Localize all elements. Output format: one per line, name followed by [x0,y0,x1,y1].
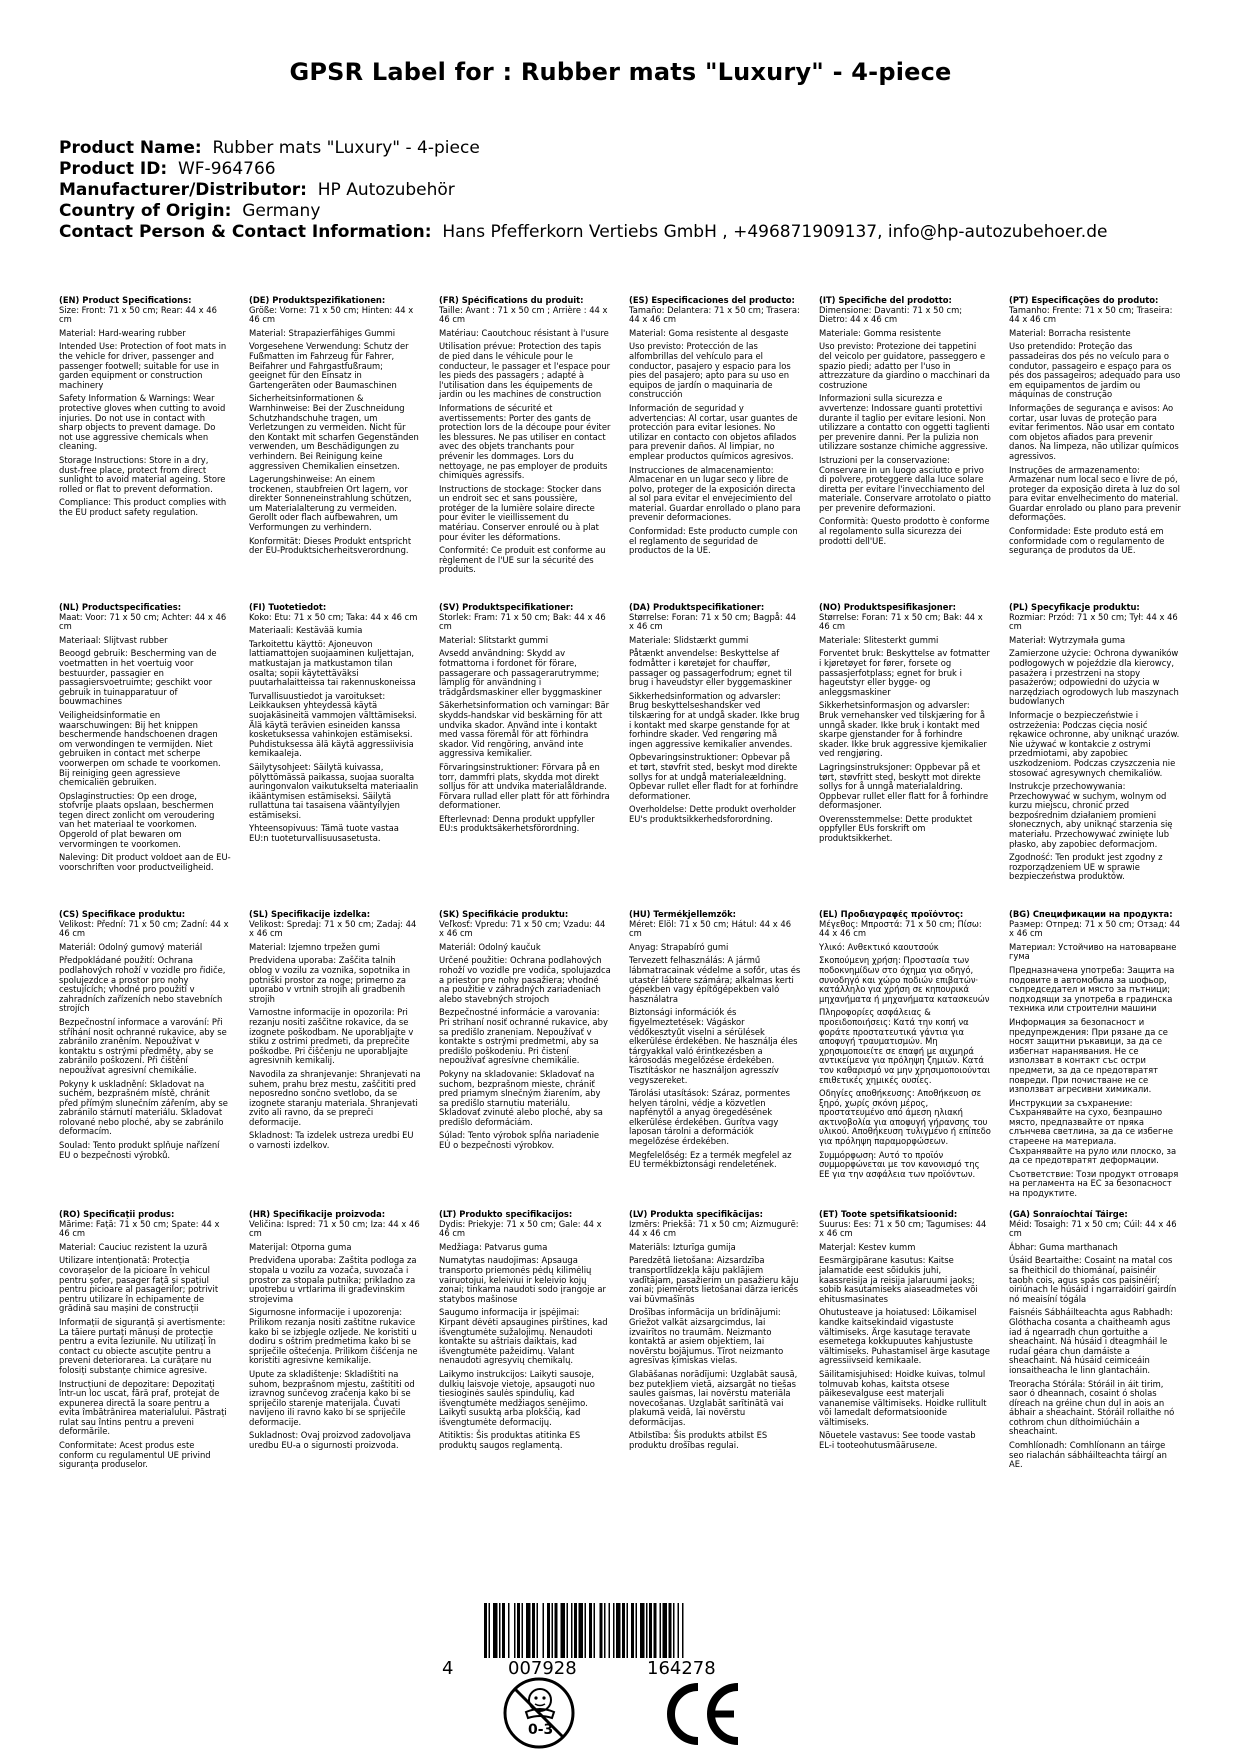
section-paragraph: Beoogd gebruik: Bescherming van de voetmatten in het voertuig voor bestuurder, passagier en passagiersvoetruimte; geschikt voor gebruik in tuinapparatuur of bouwmachines [59,648,217,707]
section-paragraph: Conformidade: Este produto está em conformidade com o regulamento de segurança de produtos da UE. [1009,526,1165,556]
barcode-bar [682,1603,684,1658]
section-paragraph: Conformitate: Acest produs este conform cu regulamentul UE privind siguranța produselor. [59,1440,211,1470]
section-heading: (FI) Tuotetiedot: [249,603,327,612]
barcode-bar [660,1603,662,1658]
barcode-bar [571,1603,573,1658]
section-heading: (PL) Specyfikacje produktu: [1009,603,1140,612]
section-row [59,296,1189,579]
section-paragraph: Dydis: Priekyje: 71 x 50 cm; Gale: 44 x 46 cm [439,1218,602,1239]
section-paragraph: Opbevaringsinstruktioner: Opbevar på et tørt, støvfrit sted, beskyt mod direkte sollys for at undgå materialeældning. Opbevar rullet eller fladt for at forhindre deformationer. [629,752,799,801]
barcode-bar [522,1603,524,1658]
section-paragraph: Pokyny na skladovanie: Skladovať na suchom, bezprašnom mieste, chrániť pred priamym slnečným žiarením, aby sa predišlo starnutiu materiálu. Skladovať zvinuté alebo ploché, aby sa predišlo deformáciám. [439,1068,603,1127]
section-paragraph: Laikymo instrukcijos: Laikyti sausoje, dulkių laisvoje vietoje, apsaugoti nuo tiesioginės saulės spindulių, kad išvengtumėte medžiagos senėjimo. Laikyti susuktą arba plokščią, kad išvengtumėte deformacijų. [439,1368,595,1427]
language-section [439,603,611,886]
section-heading: (SV) Produktspecifikationer: [439,603,574,612]
barcode-bar [537,1603,539,1658]
section-paragraph: Drošības informācija un brīdinājumi: Griežot valkāt aizsargcimdus, lai izvairītos no traumām. Neizmanto kontaktā ar asiem objektiem, lai novērstu bojājumus. Tīrot neizmanto agresīvas ķīmiskas vielas. [629,1307,784,1366]
section-paragraph: Lagerungshinweise: An einem trockenen, staubfreien Ort lagern, vor direkter Sonneneinstrahlung schützen, um Materialalterung zu vermeiden. Gerollt oder flach aufbewahren, um Verformungen zu verhindern. [249,474,412,533]
barcode-bar [663,1603,668,1658]
barcode-bar [636,1603,638,1658]
barcode-bar [526,1603,531,1658]
language-section [439,1210,611,1474]
section-paragraph: Sikkerhetsinformasjon og advarsler: Bruk vernehansker ved tilskjæring for å unngå skader. Ikke bruk i kontakt med skarpe gjenstander for å forhindre skader. Ikke bruk aggressive kjemikalier ved rengjøring. [819,700,987,759]
manufacturer-value: HP Autozubehör [317,180,455,200]
section-paragraph: Anyag: Strapabíró gumi [629,941,729,952]
section-heading: (NL) Productspecificaties: [59,603,182,612]
language-section [629,910,801,1203]
barcode-digits-left: 007928 [508,1658,577,1679]
section-paragraph: Información de seguridad y advertencias: Al cortar, usar guantes de protección para evitar lesiones. No utilizar en contacto con objetos afilados para prevenir daños. Al limpiar, no emplear productos químicos agresivos. [629,402,798,461]
section-paragraph: Materiale: Slidstærkt gummi [629,634,749,645]
barcode-bar [555,1603,558,1658]
section-paragraph: Größe: Vorne: 71 x 50 cm; Hinten: 44 x 46 cm [249,304,414,325]
section-paragraph: Informacje o bezpieczeństwie i ostrzeżenia: Podczas cięcia nosić rękawice ochronne, aby uniknąć urazów. Nie używać w kontakcie z ostrymi przedmiotami, aby zapobiec uszkodzeniom. Podczas czyszczenia nie stosować agresywnych chemikaliów. [1009,709,1180,778]
section-paragraph: Treoracha Stórála: Stóráil in áit tirim, saor ó dheannach, cosaint ó sholas díreach na gréine chun dul in aois an ábhair a sheachaint. Stóráil rollaithe nó cothrom chun díthoimiúcháin a sheachaint. [1009,1378,1175,1437]
section-paragraph: Tamaño: Delantera: 71 x 50 cm; Trasera: 44 x 46 cm [629,304,800,325]
section-paragraph: Sicherheitsinformationen & Warnhinweise: Bei der Zuschneidung Schutzhandschuhe tragen, um Verletzungen zu vermeiden. Nicht für den Kontakt mit scharfen Gegenständen verwenden, um Beschädigungen zu verhindern. Bei Reinigung keine aggressiven Chemikalien einsetzen. [249,393,419,471]
section-heading: (LV) Produkta specifikācijas: [629,1210,763,1219]
manufacturer-label: Manufacturer/Distributor: [59,180,307,200]
section-paragraph: Informazioni sulla sicurezza e avvertenze: Indossare guanti protettivi durante il taglio per evitare lesioni. Non utilizzare a contatto con oggetti taglienti per prevenire danni. Per la pulizia non utilizzare sostanze chimiche aggressive. [819,393,990,452]
barcode-digits-right: 164278 [647,1658,716,1679]
section-heading: (HR) Specifikacije proizvoda: [249,1210,386,1219]
barcode-bar [600,1603,603,1658]
section-heading: (HU) Termékjellemzők: [629,910,737,919]
section-paragraph: Utilizare intenționată: Protecția covorașelor de la picioare în vehicul pentru șofer, pasager față și spațiul pentru picioare al pasagerilor; potrivit pentru utilizare în echipamente de grădină sau mașini de construcții [59,1255,219,1314]
product-name-label: Product Name: [59,138,202,158]
section-paragraph: Eesmärgipärane kasutus: Kaitse jalamatide eest sõidukis juhi, kaassreisija ja reisija jalaruumi jaoks; sobib kasutamiseks aiaseadmetes või ehitusmasinates [819,1255,978,1304]
section-paragraph: Materijal: Otporna guma [249,1241,352,1252]
section-paragraph: Instrukcje przechowywania: Przechowywać w suchym, wolnym od kurzu miejscu, chronić przed bezpośrednim działaniem promieni słonecznych, aby uniknąć starzenia się materiału. Przechowywać zwinięte lub płasko, aby zapobiec deformacjom. [1009,781,1173,849]
section-paragraph: Съответствие: Този продукт отговаря на регламента на ЕС за безопасност на продуктите. [1009,1168,1179,1199]
language-section [629,1210,801,1474]
section-paragraph: Ábhar: Guma marthanach [1009,1241,1118,1252]
language-section [1009,603,1181,886]
section-paragraph: Sukladnost: Ovaj proizvod zadovoljava uredbu EU-a o sigurnosti proizvoda. [249,1430,411,1451]
section-paragraph: Biztonsági információk és figyelmeztetések: Vágáskor védőkesztyűt viselni a sérülések elkerülése érdekében. Ne használja éles tárgyakkal való érintkezésben a károsodás megelőzése érdekében. Tisztításkor ne használjon agresszív vegyszereket. [629,1007,798,1085]
section-paragraph: Faisnéis Sábháilteachta agus Rabhadh: Glóthacha cosanta a chaitheamh agus iad á ngearradh chun gortuithe a sheachaint. Ná húsáid i dteagmháil le rudaí géara chun damáiste a sheachaint. Ná húsáid ceimiceáin ionsaitheacha le linn glantacháin. [1009,1307,1173,1375]
section-paragraph: Storage Instructions: Store in a dry, dust-free place, protect from direct sunlight to avoid material ageing. Store rolled or flat to prevent deformation. [59,454,226,494]
barcode-bar [508,1603,510,1658]
section-paragraph: Koko: Etu: 71 x 50 cm; Taka: 44 x 46 cm [249,611,418,622]
section-heading: (ET) Toote spetsifikatsioonid: [819,1210,958,1219]
section-row [59,910,1189,1203]
section-heading: (GA) Sonraíochtaí Táirge: [1009,1210,1128,1219]
section-heading: (NO) Produktspesifikasjoner: [819,603,956,612]
section-paragraph: Säilytysohjeet: Säilytä kuivassa, pölyttömässä paikassa, suojaa suoralta auringonvalon vaikutukselta materiaalin ikääntymisen estämiseksi. Säilytä rullattuna tai tasaisena vääntyilyjen estämiseksi. [249,761,419,820]
product-name-row [59,138,1199,159]
product-id-row [59,159,1199,180]
barcode-bar [532,1603,535,1658]
section-heading: (FR) Spécifications du produit: [439,296,584,305]
section-paragraph: Pokyny k uskladnění: Skladovat na suchém, bezprašném místě, chránit před přímým slunečním zářením, aby se zabránilo stárnutí materiálu. Skladovat rolované nebo ploché, aby se zabránilo deformacím. [59,1078,228,1137]
section-paragraph: Материал: Устойчиво на натоварване гума [1009,941,1177,962]
section-paragraph: Størrelse: Foran: 71 x 50 cm; Bagpå: 44 x 46 cm [629,611,797,632]
barcode-bar [579,1603,584,1658]
barcode-bar [594,1603,596,1658]
section-paragraph: Předpokládané použití: Ochrana podlahových rohoží v vozidle pro řidiče, spolujezdce a prostor pro nohy cestujících; vhodné pro použití v zahradních zařízeních nebo stavebních strojích [59,955,226,1014]
section-paragraph: Istruzioni per la conservazione: Conservare in un luogo asciutto e privo di polvere, proteggere dalla luce solare diretta per evitare l'invecchiamento del materiale. Conservare arrotolato o piatto per prevenire deformazioni. [819,454,991,513]
section-paragraph: Tarkoitettu käyttö: Ajoneuvon lattiamattojen suojaaminen kuljettajan, matkustajan ja matkustamon tilan osalta; sopii käytettäväksi puutarhalaitteissa tai rakennuskoneissa [249,638,416,688]
section-heading: (IT) Specifiche del prodotto: [819,296,952,305]
barcode-bar [484,1603,487,1658]
section-paragraph: Opslaginstructies: Op een droge, stofvrije plaats opslaan, beschermen tegen direct zonlicht om veroudering van het materiaal te voorkomen. Opgerold of plat bewaren om vervormingen te voorkomen. [59,790,215,849]
manufacturer-row [59,180,1199,201]
section-paragraph: Material: Hard-wearing rubber [59,327,186,338]
barcode-bar [669,1603,672,1658]
language-section [1009,296,1181,579]
section-heading: (PT) Especificações do produto: [1009,296,1159,305]
barcode-bar [646,1603,648,1658]
language-section [249,910,421,1203]
country-value: Germany [242,201,321,221]
section-paragraph: Glabāšanas norādījumi: Uzglabāt sausā, bez putekļiem vietā, aizsargāt no tiešas saules gaismas, lai novērstu materiāla novecošanas. Uzglabāt sarītinātā vai plakumā veidā, lai novērstu deformācijas. [629,1368,798,1427]
section-heading: (DE) Produktspezifikationen: [249,296,386,305]
section-paragraph: Predvidena uporaba: Zaščita talnih oblog v vozilu za voznika, sopotnika in potniški prostor za noge; primerno za uporabo v vrtnih strojih ali gradbenih strojih [249,955,411,1004]
language-section [249,603,421,886]
barcode-bar [574,1603,577,1658]
section-paragraph: Avsedd användning: Skydd av fotmattorna i fordonet för förare, passagerare och passagerarutrymme; lämplig för användning i trädgårdsmaskiner eller byggmaskiner [439,648,602,697]
section-paragraph: Úsáid Beartaithe: Cosaint na matal cos sa fheithicil do thiománaí, paisinéir taobh cois, agus spás cos paisinéirí; oiriúnach le húsáid i ngarraidóirí gairdín nó meaisíní tógála [1009,1255,1177,1304]
section-paragraph: Predviđena uporaba: Zaštita podloga za stopala u vozilu za vozača, suvozača i prostor za stopala putnika; prikladno za upotrebu u vrtlarima ili građevinskim strojevima [249,1255,417,1304]
section-paragraph: Materiaal: Slijtvast rubber [59,634,168,645]
section-paragraph: Υλικό: Ανθεκτικό καουτσούκ [819,941,939,952]
barcode-bar [627,1603,629,1658]
section-heading: (EL) Προδιαγραφές προϊόντος: [819,910,964,919]
section-paragraph: Mărime: Față: 71 x 50 cm; Spate: 44 x 46 cm [59,1218,220,1239]
section-paragraph: Matériau: Caoutchouc résistant à l'usure [439,327,609,338]
section-paragraph: Sigurnosne informacije i upozorenja: Prilikom rezanja nositi zaštitne rukavice kako bi se izbjegle ozljede. Ne koristiti u dodiru s oštrim predmetima kako bi se spriječile oštećenja. Prilikom čišćenja ne koristiti agresivne kemikalije. [249,1307,418,1366]
language-section [439,296,611,579]
barcode-bar [502,1603,505,1658]
section-paragraph: Conformité: Ce produit est conforme au règlement de l'UE sur la sécurité des produits. [439,545,606,575]
section-paragraph: Soulad: Tento produkt splňuje nařízení EU o bezpečnosti výrobků. [59,1140,220,1160]
language-section [629,296,801,579]
section-paragraph: Yhteensopivuus: Tämä tuote vastaa EU:n tuoteturvallisuusasetusta. [249,823,399,844]
section-paragraph: Rozmiar: Przód: 71 x 50 cm; Tył: 44 x 46 cm [1009,611,1178,632]
section-paragraph: Størrelse: Foran: 71 x 50 cm; Bak: 44 x 46 cm [819,611,983,632]
section-heading: (CS) Specifikace produktu: [59,910,186,919]
age-0-3-warning-icon [502,1676,576,1750]
barcode-bar [499,1603,501,1658]
section-paragraph: Instruções de armazenamento: Armazenar num local seco e livre de pó, proteger da exposição direta à luz do sol para evitar envelhecimento do material. Guardar enrolado ou plano para prevenir deformações. [1009,464,1181,523]
section-paragraph: Uso previsto: Protección de las alfombrillas del vehículo para el conductor, pasajero y espacio para los pies del pasajero; apto para su uso en equipos de jardín o maquinaria de construcción [629,341,791,400]
section-paragraph: Storlek: Fram: 71 x 50 cm; Bak: 44 x 46 cm [439,611,606,632]
section-heading: (SK) Špecifikácie produktu: [439,910,569,919]
section-paragraph: Méid: Tosaigh: 71 x 50 cm; Cúil: 44 x 46 cm [1009,1218,1177,1239]
barcode-digit-first: 4 [442,1658,454,1679]
section-paragraph: Förvaringsinstruktioner: Förvara på en torr, dammfri plats, skydda mot direkt solljus för att undvika materialåldrande. Förvara rullad eller platt för att förhindra deformationer. [439,761,610,811]
section-paragraph: Instrucțiuni de depozitare: Depozitați într-un loc uscat, fără praf, protejat de expunerea directă la soare pentru a evita îmbătrânirea materialului. Păstrați rulat sau întins pentru a preveni deformările. [59,1378,227,1437]
language-section [59,296,231,579]
section-paragraph: Atbilstība: Šis produkts atbilst ES produktu drošības regulai. [629,1430,768,1451]
contact-value: Hans Pfefferkorn Vertiebs GmbH , +496871909137, info@hp-autozubehoer.de [442,222,1108,242]
section-paragraph: Určené použitie: Ochrana podlahových rohoží vo vozidle pre vodiča, spolujazdca a priestor pre nohy pasažiera; vhodné na použitie v záhradných zariadeniach alebo stavebných strojoch [439,955,611,1004]
language-section [249,1210,421,1474]
section-paragraph: Σκοπούμενη χρήση: Προστασία των ποδοκνημίδων στο όχημα για οδηγό, συνοδηγό και χώρο ποδιών επιβατών· κατάλληλο για χρήση σε κηπουρικά μηχανήματα ή μηχανήματα κατασκευών [819,955,990,1004]
language-section [1009,910,1181,1203]
language-section [1009,1210,1181,1474]
section-paragraph: Materiale: Gomma resistente [819,327,942,338]
section-paragraph: Overholdelse: Dette produkt overholder EU's produktsikkerhedsforordning. [629,804,796,824]
section-paragraph: Méret: Elöl: 71 x 50 cm; Hátul: 44 x 46 cm [629,918,792,939]
barcode-bar [543,1603,545,1658]
age-text: 0-3 [528,1722,554,1738]
product-info [59,138,1199,243]
section-paragraph: Efterlevnad: Denna produkt uppfyller EU:s produktsäkerhetsförordning. [439,813,595,834]
section-paragraph: Varnostne informacije in opozorila: Pri rezanju nositi zaščitne rokavice, da se izognete poškodbam. Ne uporabljajte v stiku z ostrimi predmeti, da preprečite poškodbe. Pri čiščenju ne uporabljajte agresivnih kemikalij. [249,1007,414,1066]
section-paragraph: Material: Strapazierfähiges Gummi [249,327,396,338]
section-heading: (SL) Specifikacije izdelka: [249,910,371,919]
barcode-bar [517,1603,520,1658]
section-paragraph: Размер: Отпред: 71 x 50 cm; Отзад: 44 x 46 cm [1009,918,1181,939]
section-paragraph: Инструкции за съхранение: Съхранявайте на сухо, безпрашно място, предпазвайте от пряка слънчева светлина, за да се избегне стареене на материала. Съхранявайте на руло или плоско, за да се предотвратят деформации. [1009,1097,1177,1166]
section-paragraph: Informații de siguranță și avertismente: La tăiere purtați mănuși de protecție pentru a evita leziunile. Nu utilizați în contact cu obiecte ascuțite pentru a preveni deteriorarea. La curățare nu folosiți substanțe chimice agresive. [59,1316,226,1375]
barcode-bar [678,1603,680,1658]
section-paragraph: Size: Front: 71 x 50 cm; Rear: 44 x 46 cm [59,304,217,325]
section-paragraph: Forventet bruk: Beskyttelse av fotmatter i kjøretøyet for fører, forsete og passasjerfotplass; egnet for bruk i hageutstyr eller bygge- og anleggsmaskiner [819,648,990,697]
barcode-bar [489,1603,491,1658]
section-paragraph: Material: Izjemno trpežen gumi [249,941,380,952]
section-heading: (RO) Specificații produs: [59,1210,175,1219]
section-heading: (ES) Especificaciones del producto: [629,296,795,305]
section-paragraph: Materiaali: Kestävää kumia [249,625,363,636]
language-section [59,1210,231,1474]
section-paragraph: Veiligheidsinformatie en waarschuwingen: Bij het knippen beschermende handschoenen dragen om verwondingen te vermijden. Niet gebruiken in contact met scherpe voorwerpen om schade te voorkomen. Bij reiniging geen agressieve chemicaliën gebruiken. [59,709,221,788]
section-paragraph: Naleving: Dit product voldoet aan de EU-voorschriften voor productveiligheid. [59,852,231,872]
section-paragraph: Konformität: Dieses Produkt entspricht der EU-Produktsicherheitsverordnung. [249,535,412,556]
section-paragraph: Súlad: Tento výrobok spĺňa nariadenie EÚ o bezpečnosti výrobkov. [439,1130,600,1151]
section-paragraph: Materiāls: Izturīga gumija [629,1241,736,1252]
section-paragraph: Uso pretendido: Proteção das passadeiras dos pés no veículo para o condutor, passageiro e espaço para os pés dos passageiros; adequado para uso em equipamentos de jardim ou máquinas de construção [1009,341,1181,400]
section-paragraph: Maat: Voor: 71 x 50 cm; Achter: 44 x 46 cm [59,611,227,632]
language-section [629,603,801,886]
section-paragraph: Предназначена употреба: Защита на подовите в автомобила за шофьор, съпредседател и място за пътници; подходящи за употреба в градинска техника или строителни машини [1009,964,1175,1014]
section-paragraph: Sikkerhedsinformation og advarsler: Brug beskyttelseshandsker ved tilskæring for at undgå skader. Ikke brug i kontakt med skarpe genstande for at forhindre skader. Ved rengøring må ingen aggressive kemikalier anvendes. [629,690,800,749]
section-paragraph: Informações de segurança e avisos: Ao cortar, usar luvas de proteção para evitar ferimentos. Não usar em contato com objetos afiados para prevenir danos. Na limpeza, não utilizar químicos agressivos. [1009,402,1179,461]
barcode-bar [616,1603,621,1658]
section-paragraph: Veličina: Ispred: 71 x 50 cm; Iza: 44 x 46 cm [249,1218,420,1239]
section-paragraph: Taille: Avant : 71 x 50 cm ; Arrière : 44 x 46 cm [439,304,608,325]
section-paragraph: Izmērs: Priekšā: 71 x 50 cm; Aizmugurē: 44 x 46 cm [629,1218,799,1239]
section-paragraph: Materjal: Kestev kumm [819,1241,916,1252]
section-paragraph: Saugumo informacija ir įspėjimai: Kirpant dėvėti apsaugines pirštines, kad išvengtumėte sužalojimų. Nenaudoti kontakte su aštriais daiktais, kad išvengtumėte pažeidimų. Valant nenaudoti agresyvių chemikalų. [439,1307,608,1366]
section-paragraph: Bezpečnostní informace a varování: Při stříhání nosit ochranné rukavice, aby se zabránilo zraněním. Nepoužívat v kontaktu s ostrými předměty, aby se zabránilo poškození. Při čištění nepoužívat agresivní chemikálie. [59,1016,227,1075]
section-paragraph: Material: Cauciuc rezistent la uzură [59,1241,208,1252]
section-paragraph: Suurus: Ees: 71 x 50 cm; Tagumises: 44 x 46 cm [819,1218,987,1239]
section-paragraph: Ohutusteave ja hoiatused: Lõikamisel kandke kaitsekindaid vigastuste vältimiseks. Ärge kasutage teravate esemetega kokkupuutes kahjustuste vältimiseks. Puhastamisel ärge kasutage agressiivseid kemikaale. [819,1307,990,1366]
section-paragraph: Instrucciones de almacenamiento: Almacenar en un lugar seco y libre de polvo, proteger de la exposición directa al sol para evitar el envejecimiento del material. Guardar enrollado o plano para prevenir deformaciones. [629,464,801,523]
barcode-bar [585,1603,587,1658]
section-paragraph: Materiál: Odolný gumový materiál [59,941,203,952]
section-paragraph: Informations de sécurité et avertissements: Porter des gants de protection lors de la découpe pour éviter les blessures. Ne pas utiliser en contact avec des objets tranchants pour prévenir les dommages. Lors du nettoyage, ne pas employer de produits chimiques agressifs. [439,402,611,481]
section-paragraph: Dimensione: Davanti: 71 x 50 cm; Dietro: 44 x 46 cm [819,304,963,325]
country-row [59,201,1199,222]
section-paragraph: Vorgesehene Verwendung: Schutz der Fußmatten im Fahrzeug für Fahrer, Beifahrer und Fahrgastfußraum; geeignet für den Einsatz in Gartengeräten oder Baumaschinen [249,341,409,390]
barcode-bar [654,1603,657,1658]
language-section [59,910,231,1203]
section-paragraph: Instructions de stockage: Stocker dans un endroit sec et sans poussière, protéger de la lumière solaire directe pour éviter le vieillissement du matériau. Conserver enroulé ou à plat pour éviter les déformations. [439,483,602,542]
section-paragraph: Intended Use: Protection of foot mats in the vehicle for driver, passenger and passenger footwell; suitable for use in garden equipment or construction machinery [59,341,227,390]
barcode-bar [514,1603,516,1658]
page-title: GPSR Label for : Rubber mats "Luxury" - 4-piece [289,58,952,86]
country-label: Country of Origin: [59,201,232,221]
section-paragraph: Materiál: Odolný kaučuk [439,941,541,952]
section-paragraph: Medžiaga: Patvarus guma [439,1241,548,1252]
section-paragraph: Информация за безопасност и предупреждения: При рязане да се носят защитни ръкавици, за да се избегнат наранявания. Не се използват в контакт със остри предмети, за да се предотвратят повреди. При почистване не се използват агресивни химикали. [1009,1016,1168,1095]
section-paragraph: Πληροφορίες ασφάλειας & προειδοποιήσεις: Κατά την κοπή να φοράτε προστατευτικά γάντια για αποφυγή τραυματισμών. Μη χρησιμοποιείτε σε επαφή με αιχμηρά αντικείμενα για πρόληψη ζημιών. Κατά τον καθαρισμό να μην χρησιμοποιούνται επιθετικές χημικές ουσίες. [819,1007,991,1085]
section-paragraph: Uso previsto: Protezione dei tappetini del veicolo per guidatore, passeggero e spazio piedi; adatto per l'uso in attrezzature da giardino o macchinari da costruzione [819,341,990,390]
section-paragraph: Megfelelőség: Ez a termék megfelel az EU termékbiztonsági rendeletének. [629,1149,792,1170]
section-paragraph: Turvallisuustiedot ja varoitukset: Leikkauksen yhteydessä käytä suojakäsineitä vammojen välttämiseksi. Älä käytä terävien esineiden kanssa kosketuksessa vahinkojen estämiseksi. Puhdistuksessa älä käytä aggressiivisia kemikaaleja. [249,690,417,759]
section-heading: (LT) Produkto specifikacijos: [439,1210,573,1219]
section-heading: (BG) Спецификации на продукта: [1009,910,1173,919]
barcode-bar [589,1603,592,1658]
section-paragraph: Paredzētā lietošana: Aizsardzība transportlīdzekļa kāju paklājiem vadītājam, pasažierim un pasažieru kāju zonai; piemērots lietošanai dārza iericēs vai būvmašīnās [629,1255,799,1304]
section-paragraph: Compliance: This product complies with the EU product safety regulation. [59,497,227,517]
section-paragraph: Nõuetele vastavus: See toode vastab EL-i tooteohutusmääruseле. [819,1430,976,1451]
section-paragraph: Tamanho: Frente: 71 x 50 cm; Traseira: 44 x 46 cm [1009,304,1173,325]
language-section [819,1210,991,1474]
language-section [439,910,611,1203]
section-paragraph: Tárolási utasítások: Száraz, pormentes helyen tárolni, védje a közvetlen napfénytől a anyag öregedésének elkerülése érdekében. Gurítva vagy laposan tárolni a deformációk megelőzése érdekében. [629,1088,790,1147]
section-paragraph: Påtænkt anvendelse: Beskyttelse af fodmåtter i køretøjet for chauffør, passager og passagerfodrum; egnet til brug i haveudstyr eller byggemaskiner [629,648,792,688]
section-paragraph: Tervezett felhasználás: A jármű lábmatracainak védelme a sofőr, utas és utastér lábtere számára; alkalmas kerti gépekben vagy építőgépekben való használatra [629,955,801,1004]
section-paragraph: Skladnost: Ta izdelek ustreza uredbi EU o varnosti izdelkov. [249,1130,414,1151]
language-section [819,603,991,886]
section-paragraph: Säkerhetsinformation och varningar: Bär skydds-handskar vid beskärning för att undvika skador. Använd inte i kontakt med vassa föremål för att förhindra skador. Vid rengöring, använd inte aggressiva kemikalier. [439,700,610,759]
section-paragraph: Upute za skladištenje: Skladištiti na suhom, bezprašnom mjestu, zaštititi od izravnog sunčevog zračenja kako bi se spriječilo starenje materijala. Čuvati navijeno ili ravno kako bi se spriječile deformacije. [249,1368,415,1427]
section-paragraph: Material: Goma resistente al desgaste [629,327,789,338]
barcode-bar [622,1603,625,1658]
section-paragraph: Velikost: Přední: 71 x 50 cm; Zadní: 44 x 46 cm [59,918,229,939]
barcode-bar [561,1603,566,1658]
product-id-value: WF-964766 [177,159,276,179]
section-paragraph: Συμμόρφωση: Αυτό το προϊόν συμμορφώνεται με τον κανονισμό της ΕΕ για την ασφάλεια των προϊόντων. [819,1149,980,1179]
barcode-bar [547,1603,550,1658]
section-paragraph: Conformidad: Este producto cumple con el reglamento de seguridad de productos de la UE. [629,526,798,556]
section-paragraph: Navodila za shranjevanje: Shranjevati na suhem, prahu brez mestu, zaščititi pred neposredno sončno svetlobo, da se izognete staranju materiala. Shranjevati zvito ali ravno, da se prepreči deformacije. [249,1068,421,1127]
section-paragraph: Μέγεθος: Μπροστά: 71 x 50 cm; Πίσω: 44 x 46 cm [819,918,982,939]
barcode-bar [613,1603,615,1658]
barcode-bar [673,1603,675,1658]
section-paragraph: Οδηγίες αποθήκευσης: Αποθήκευση σε ξηρό, χωρίς σκόνη μέρος, προστατευμένο από άμεση ηλιακή ακτινοβολία για αποφυγή γήρανσης του υλικού. Αποθήκευση τυλιγμένο ή επίπεδο για πρόληψη παραμορφώσεων. [819,1088,991,1147]
section-row [59,603,1189,886]
barcode-bar [631,1603,634,1658]
section-paragraph: Material: Borracha resistente [1009,327,1131,338]
section-paragraph: Overensstemmelse: Dette produktet oppfyller EUs forskrift om produktsikkerhet. [819,813,973,844]
barcode-bar [640,1603,645,1658]
section-paragraph: Materiał: Wytrzymała guma [1009,634,1126,645]
product-name-value: Rubber mats "Luxury" - 4-piece [212,138,480,158]
section-paragraph: Numatytas naudojimas: Apsauga transporto priemonės pėdų kilimėlių vairuotojui, keleiviui ir keleivio kojų zonai; tinkama naudoti sodo įrangoje ar statybos mašinose [439,1255,606,1304]
section-paragraph: Säilitamisjuhised: Hoidke kuivas, tolmul tolmuvab kohas, kaitsta otsese päikesevalguse eest materjali vananemise vältimiseks. Hoidke rullitult või lamedalt deformatsioonide vältimiseks. [819,1368,987,1427]
language-section [59,603,231,886]
barcode [484,1603,780,1658]
section-paragraph: Conformità: Questo prodotto è conforme al regolamento sulla sicurezza dei prodotti dell'UE. [819,516,990,546]
section-heading: (EN) Product Specifications: [59,296,192,305]
language-section [819,910,991,1203]
barcode-bar [567,1603,569,1658]
contact-row [59,222,1199,243]
section-paragraph: Comhlíonadh: Comhlíonann an táirge seo rialachán sábháilteachta táirgí an AE. [1009,1440,1167,1470]
contact-label: Contact Person & Contact Information: [59,222,432,242]
section-paragraph: Lagringsinstruksjoner: Oppbevar på et tørt, støvfritt sted, beskytt mot direkte sollys for å unngå materialaldring. Oppbevar rullet eller flatt for å forhindre deformasjoner. [819,761,989,811]
barcode-bar [552,1603,554,1658]
section-paragraph: Utilisation prévue: Protection des tapis de pied dans le véhicule pour le conducteur, le passager et l'espace pour les pieds des passagers ; adapté à l'utilisation dans les équipements de jardin ou les machines de construction [439,341,611,400]
section-heading: (DA) Produktspecifikationer: [629,603,765,612]
product-id-label: Product ID: [59,159,168,179]
section-paragraph: Material: Slitstarkt gummi [439,634,549,645]
language-section [249,296,421,579]
barcode-bar [493,1603,498,1658]
section-row [59,1210,1189,1474]
section-paragraph: Veľkosť: Vpredu: 71 x 50 cm; Vzadu: 44 x 46 cm [439,918,606,939]
section-paragraph: Materiale: Slitesterkt gummi [819,634,939,645]
language-section [819,296,991,579]
section-paragraph: Safety Information & Warnings: Wear protective gloves when cutting to avoid injuries. Do not use in contact with sharp objects to prevent damage. Do not use aggressive chemicals when cleaning. [59,393,226,452]
barcode-bar [604,1603,606,1658]
barcode-bar [649,1603,652,1658]
section-paragraph: Velikost: Spredaj: 71 x 50 cm; Zadaj: 44 x 46 cm [249,918,417,939]
ce-mark-icon [662,1681,742,1747]
barcode-bar [609,1603,611,1658]
section-paragraph: Zamierzone użycie: Ochrona dywaników podłogowych w pojeździe dla kierowcy, pasażera i przestrzeni na stopy pasażerów; odpowiedni do użycia w narzędziach ogrodowych lub maszynach budowlanych [1009,648,1179,707]
section-paragraph: Bezpečnostné informácie a varovania: Pri strihaní nosiť ochranné rukavice, aby sa predišlo zraneniam. Nepoužívať v kontakte s ostrými predmetmi, aby sa predišlo poškodeniu. Pri čistení nepoužívať agresívne chemikálie. [439,1007,608,1066]
section-paragraph: Atitiktis: Šis produktas atitinka ES produktų saugos reglamentą. [439,1430,581,1451]
section-paragraph: Zgodność: Ten produkt jest zgodny z rozporządzeniem UE w sprawie bezpieczeństwa produktów. [1009,852,1163,882]
